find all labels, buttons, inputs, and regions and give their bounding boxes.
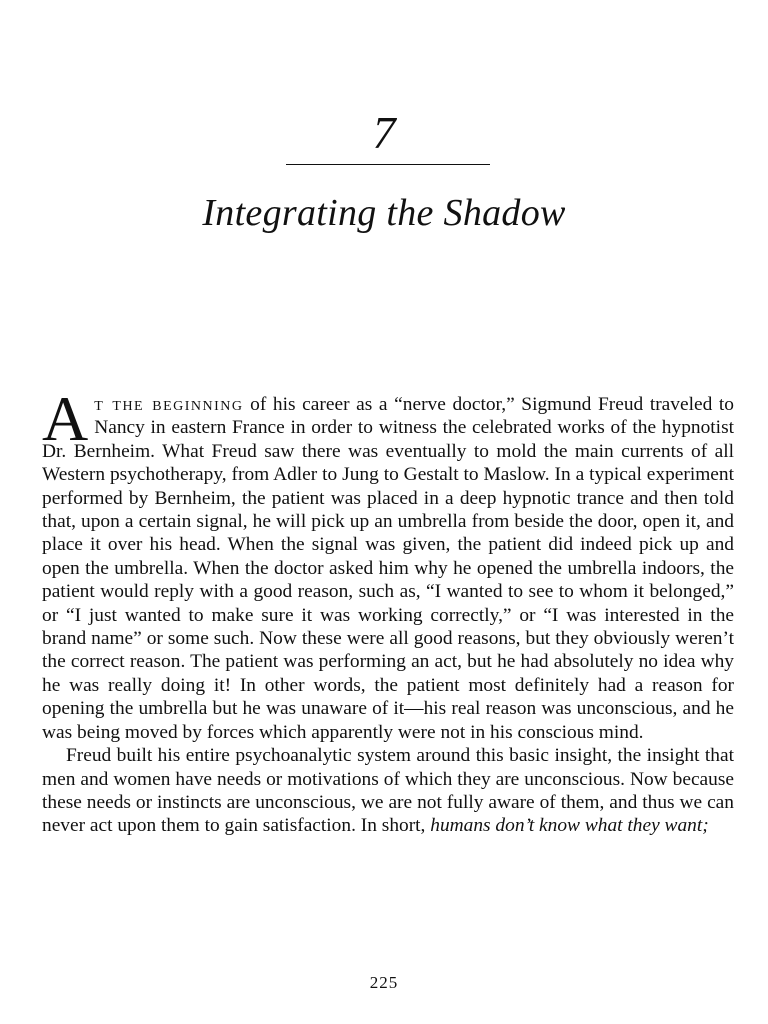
paragraph-1-text: of his career as a “nerve doctor,” Sigmund Freud traveled to Nancy in eastern France in order to witness the celebrated works of the hypnotist Dr. Bernheim. What Freud saw there was eventually to mold the main currents of all Western psychotherapy, from Adler to Jung to Gestalt to Maslow. In a typical experiment performed by Bernheim, the patient was placed in a deep hypnotic trance and then told that, upon a certain signal, he will pick up an umbrella from beside the door, open it, and place it over his head. When the signal was given, the patient did indeed pick up and open the umbrella. When the doctor asked him why he opened the umbrella indoors, the patient would reply with a good reason, such as, “I wanted to see to whom it belonged,” or “I just wanted to make sure it was working correctly,” or “I was interested in the brand name” or some such. Now these were all good reasons, but they obviously weren’t the correct reason. The patient was performing an act, but he had absolutely no idea why he was really doing it! In other words, the patient most definitely had a reason for opening the umbrella but he was unaware of it—his real reason was unconscious, and he was being moved by forces which apparently were not in his conscious mind. [42, 394, 734, 743]
paragraph-1 [42, 383, 734, 744]
chapter-title: Integrating the Shadow [202, 192, 566, 234]
chapter-rule [286, 164, 490, 165]
lead-small-caps: t the beginning [94, 394, 244, 415]
chapter-number: 7 [372, 107, 396, 158]
paragraph-2-text: Freud built his entire psychoanalytic system around this basic insight, the insight that men and women have needs or motivations of which they are unconscious. Now because these needs or instincts are unconscious, we are not fully aware of them, and thus we can never act upon them to gain satisfaction. In short, [42, 745, 734, 837]
page-number: 225 [369, 973, 399, 992]
drop-cap: A [42, 383, 89, 454]
paragraph-2 [42, 744, 734, 838]
paragraph-2-italic: humans don’t know what they want; [430, 815, 709, 837]
body-text [42, 383, 734, 838]
